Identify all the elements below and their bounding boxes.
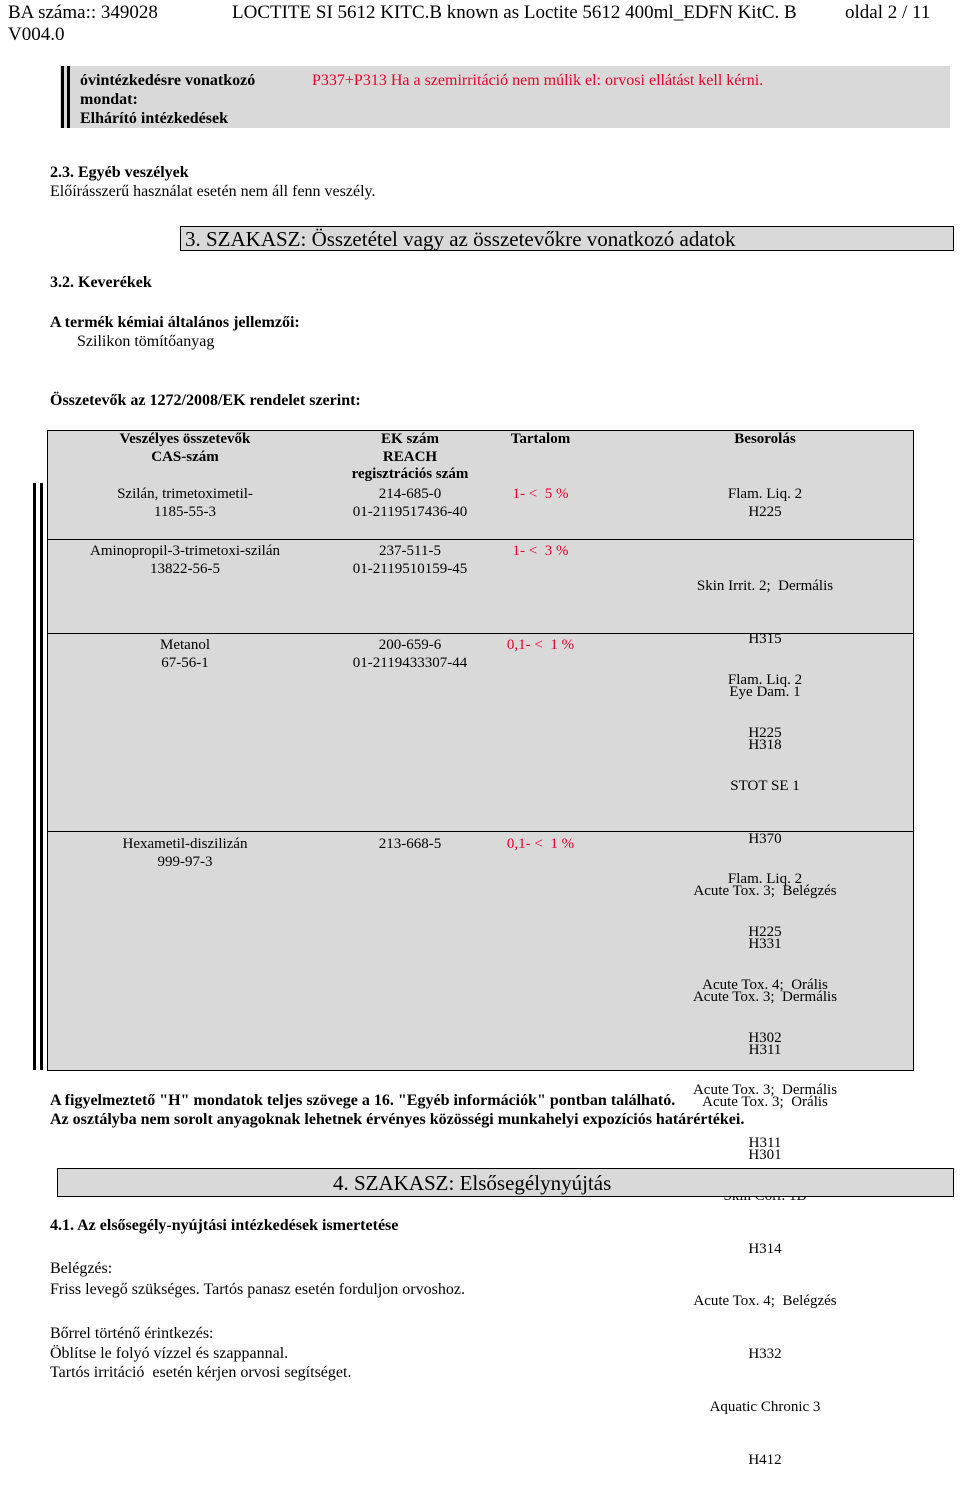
table-cell-content: 1- < 5 % — [512, 486, 569, 502]
table-row: Aminopropil-3-trimetoxi-szilán 13822-56-5 — [90, 543, 280, 577]
inhalation-text: Friss levegő szükséges. Tartós panasz esetén forduljon orvoshoz. — [50, 1281, 465, 1298]
table-cell-content: 0,1- < 1 % — [506, 836, 575, 852]
table-cell-ids: 214-685-0 01-2119517436-40 — [352, 486, 468, 520]
table-cell-classification: Flam. Liq. 2 H225 STOT SE 1 H370 Acute Tox. 3; Belégzés H331 Acute Tox. 3; Dermális H311 Acute Tox. 3; Orális H301 — [692, 672, 838, 1164]
table-cell-ids: 213-668-5 — [378, 836, 442, 852]
page-number: oldal 2 / 11 — [845, 2, 931, 23]
margin-bar — [40, 483, 43, 1070]
mixtures-heading: 3.2. Keverékek — [50, 274, 152, 291]
table-header-classification: Besorolás — [734, 431, 796, 447]
precaution-label: Elhárító intézkedések — [80, 110, 228, 127]
table-row-divider — [47, 539, 913, 540]
precaution-label: óvintézkedésre vonatkozó — [80, 72, 256, 89]
skin-contact-label: Bőrrel történő érintkezés: — [50, 1325, 214, 1342]
document-version: V004.0 — [8, 24, 65, 45]
first-aid-subheading: 4.1. Az elsősegély-nyújtási intézkedések ismertetése — [50, 1217, 399, 1234]
precaution-statement: P337+P313 Ha a szemirritáció nem múlik el: orvosi ellátást kell kérni. — [312, 72, 764, 89]
components-heading: Összetevők az 1272/2008/EK rendelet szerint: — [50, 392, 361, 409]
section-2-3-title: 2.3. Egyéb veszélyek — [50, 164, 189, 181]
table-cell-content: 1- < 3 % — [512, 543, 569, 559]
section-4-title: 4. SZAKASZ: Elsősegélynyújtás — [333, 1171, 612, 1195]
table-cell-classification: Flam. Liq. 2 H225 Acute Tox. 4; Orális H302 Acute Tox. 3; Dermális H311 H314 Acute Tox. 4; Belégzés H332 Aquatic Chronic 3 H412 — [692, 871, 838, 1468]
section-3-title: 3. SZAKASZ: Összetétel vagy az összetevőkre vonatkozó adatok — [185, 227, 736, 251]
general-characteristics-heading: A termék kémiai általános jellemzői: — [50, 314, 300, 331]
exposure-limits-note: Az osztályba nem sorolt anyagoknak lehetnek érvényes közösségi munkahelyi expozíciós határértékei. — [50, 1111, 745, 1128]
margin-bar — [67, 66, 70, 128]
table-header-components: Veszélyes összetevők CAS-szám — [119, 431, 251, 465]
inhalation-label: Belégzés: — [50, 1260, 113, 1277]
table-row: Hexametil-diszilizán 999-97-3 — [122, 836, 248, 870]
table-header-content: Tartalom — [510, 431, 571, 447]
table-cell-classification: Skin Irrit. 2; Dermális H315 Eye Dam. 1 H318 — [696, 578, 834, 753]
general-characteristics-value: Szilikon tömítőanyag — [77, 333, 215, 350]
table-cell-ids: 237-511-5 01-2119510159-45 — [352, 543, 468, 577]
skin-contact-text: Öblítse le folyó vízzel és szappannal. — [50, 1345, 289, 1362]
section-3-banner — [180, 226, 954, 251]
table-row: Szilán, trimetoximetil- 1185-55-3 — [117, 486, 253, 520]
table-header-ec-number: EK szám REACH regisztrációs szám — [351, 431, 469, 483]
document-number: BA száma:: 349028 — [8, 2, 158, 23]
precaution-label: mondat: — [80, 91, 138, 108]
table-cell-content: 0,1- < 1 % — [506, 637, 575, 653]
product-name: LOCTITE SI 5612 KITC.B known as Loctite 5612 400ml_EDFN KitC. B — [232, 2, 797, 23]
margin-bar — [61, 66, 64, 128]
section-2-3-text: Előírásszerű használat esetén nem áll fenn veszély. — [50, 183, 376, 200]
table-cell-classification: Flam. Liq. 2 H225 — [727, 486, 803, 520]
table-row: Metanol 67-56-1 — [160, 637, 210, 671]
skin-contact-text: Tartós irritáció esetén kérjen orvosi segítséget. — [50, 1364, 352, 1381]
table-cell-ids: 200-659-6 01-2119433307-44 — [352, 637, 468, 671]
h-statements-note: A figyelmeztető "H" mondatok teljes szövege a 16. "Egyéb információk" pontban található. — [50, 1092, 676, 1109]
section-4-banner — [57, 1168, 954, 1197]
margin-bar — [33, 483, 36, 1070]
